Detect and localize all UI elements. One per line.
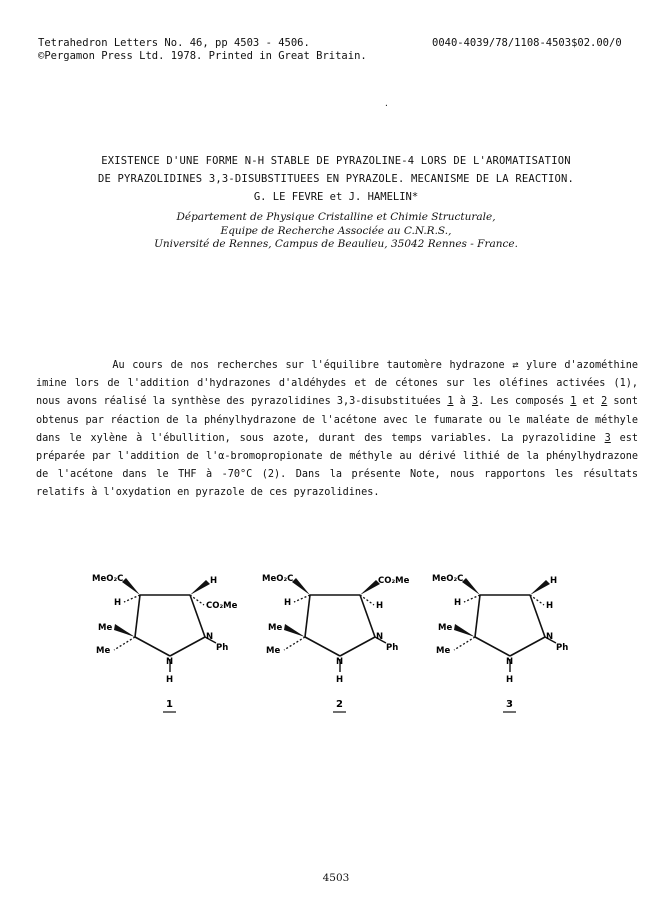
compound-ref-3: 3 [472,396,479,408]
article-code: 0040-4039/78/1108-4503$02.00/0 [432,37,622,49]
label-co2me: CO₂Me [206,601,238,611]
abstract-a: à [459,396,466,408]
label-n: N [336,657,344,667]
structure-1 [92,574,238,712]
label-h: H [550,576,558,586]
affiliation-line-2: Equipe de Recherche Associée au C.N.R.S., [220,224,452,237]
abstract [36,357,638,503]
abstract-text-3: sont obtenus par réaction de la phénylhydrazone de l'acétone avec le fumarate ou le maléate de méthyle dans le xylène à l'ébullition, sous azote, durant des temps variables. La pyrazolidine [36,396,638,444]
label-ph: Ph [216,643,229,653]
structure-3 [432,574,568,712]
label-meo2c: MeO₂C [92,574,124,584]
journal-line: Tetrahedron Letters No. 46, pp 4503 - 4506. [38,37,310,49]
label-me: Me [438,623,453,633]
journal-header [38,37,367,63]
compound-number: 1 [166,699,173,710]
label-n: N [506,657,514,667]
label-h: H [284,598,292,608]
label-ph: Ph [386,643,399,653]
label-me: Me [266,646,281,656]
label-n: N [166,657,174,667]
label-h: H [210,576,218,586]
abstract-text-4: est préparée par l'addition de l'α-bromopropionate de méthyle au dérivé lithié de la phénylhydrazone de l'acétone dans le THF à -70°C (2). Dans la présente Note, nous rapportons les résultats relatifs à l'oxydation en pyrazole de ces pyrazolidines. [36,432,638,499]
label-h: H [506,675,514,685]
compound-ref-1: 1 [447,396,454,408]
compound-ref-2: 2 [601,396,608,408]
compound-ref-1b: 1 [570,396,577,408]
label-ph: Ph [556,643,569,653]
affiliation [0,211,672,252]
label-co2me: CO₂Me [378,576,410,586]
label-h: H [546,601,554,611]
label-n: N [376,632,384,642]
structures-figure [60,560,620,720]
label-meo2c: MeO₂C [262,574,294,584]
label-me: Me [96,646,111,656]
compound-number: 2 [336,699,343,710]
label-h: H [336,675,344,685]
title-line-2: DE PYRAZOLIDINES 3,3-DISUBSTITUEES EN PYRAZOLE. MECANISME DE LA REACTION. [97,173,575,185]
abstract-text-2: . Les composés [478,396,565,408]
title-line-1: EXISTENCE D'UNE FORME N-H STABLE DE PYRAZOLINE-4 LORS DE L'AROMATISATION [101,155,571,167]
label-meo2c: MeO₂C [432,574,464,584]
authors: G. LE FEVRE et J. HAMELIN* [253,191,419,203]
affiliation-line-3: Université de Rennes, Campus de Beaulieu, 35042 Rennes - France. [154,238,518,250]
label-h: H [376,601,384,611]
structure-2 [262,574,410,712]
page-number: 4503 [322,872,350,884]
copyright-line: ©Pergamon Press Ltd. 1978. Printed in Great Britain. [38,50,367,62]
label-me: Me [98,623,113,633]
label-h: H [114,598,122,608]
stray-mark: · [384,101,389,110]
label-h: H [454,598,462,608]
label-me: Me [268,623,283,633]
label-me: Me [436,646,451,656]
abstract-text-1: Au cours de nos recherches sur l'équilibre tautomère hydrazone ⇄ ylure d'azométhine imine lors de l'addition d'hydrazones d'aldéhydes et de cétones sur les oléfines activées (1), nous avons réalisé la synthèse des pyrazolidines 3,3-disubstituées [36,360,638,408]
compound-ref-3b: 3 [604,432,611,444]
paper-title [0,152,672,188]
label-n: N [206,632,214,642]
abstract-et: et [582,396,595,408]
label-h: H [166,675,174,685]
compound-number: 3 [506,699,513,710]
abstract-paragraph [36,357,638,503]
affiliation-line-1: Département de Physique Cristalline et Chimie Structurale, [176,211,496,223]
label-n: N [546,632,554,642]
